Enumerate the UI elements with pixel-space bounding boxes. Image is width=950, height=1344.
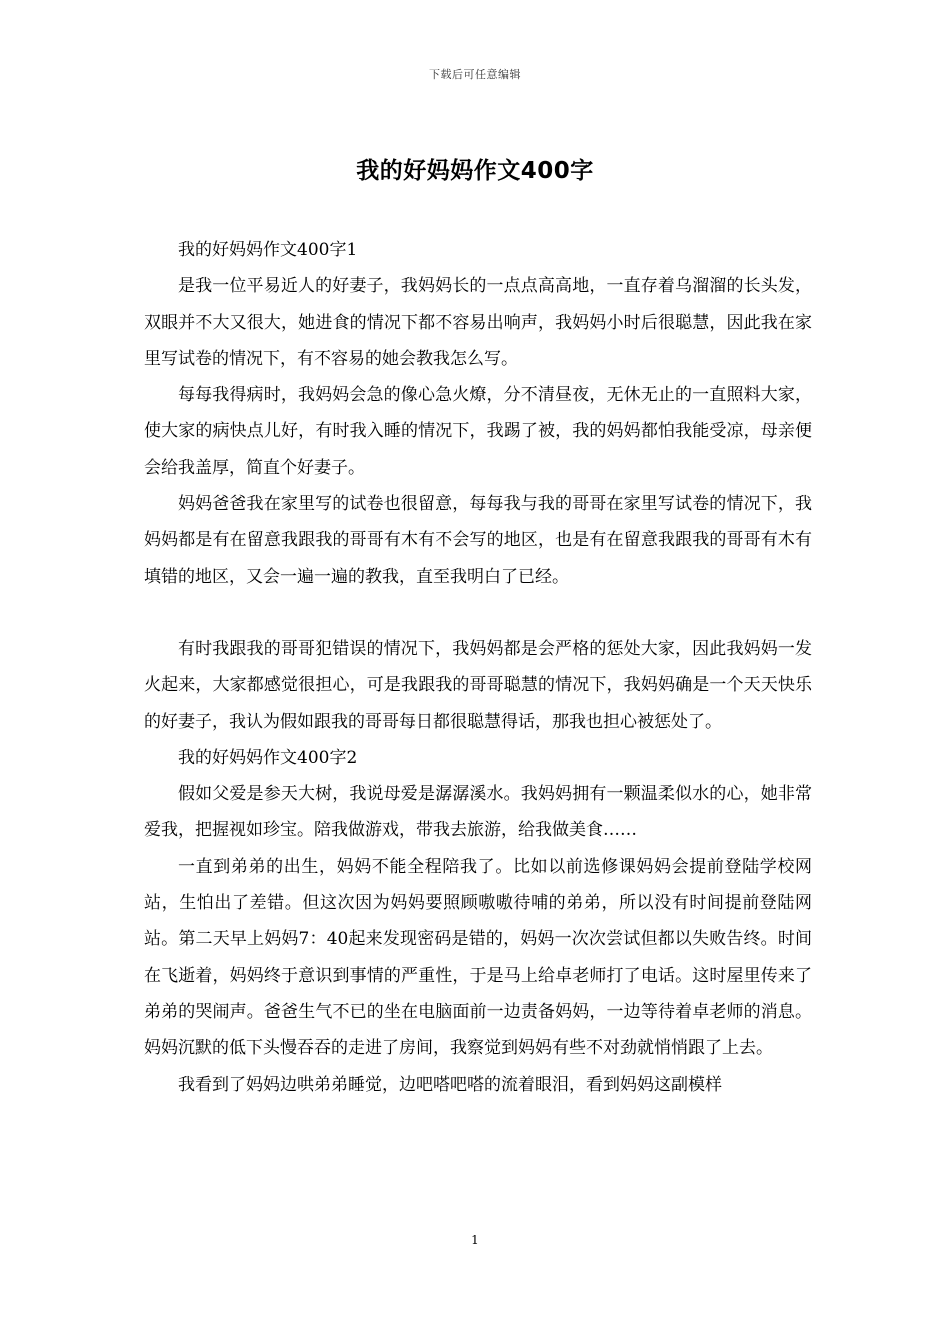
page-number: 1 [471,1233,479,1247]
subheading-1: 我的好妈妈作文400字1 [178,240,358,260]
paragraph: 是我一位平易近人的好妻子，我妈妈长的一点点高高地，一直存着乌溜溜的长头发，双眼并不大又很大，她进食的情况下都不容易出响声，我妈妈小时后很聪慧，因此我在家里写试卷的情况下，有不容易的她会教我怎么写。 [144,276,812,369]
document-title: 我的好妈妈作文400字 [356,158,594,184]
subheading-2: 我的好妈妈作文400字2 [178,747,358,768]
paragraph: 我看到了妈妈边哄弟弟睡觉，边吧嗒吧嗒的流着眼泪，看到妈妈这副模样 [178,1074,722,1095]
page-header: 下载后可任意编辑 [429,68,521,81]
blank-line [144,595,812,631]
document-body [144,232,812,1103]
paragraph: 一直到弟弟的出生，妈妈不能全程陪我了。比如以前选修课妈妈会提前登陆学校网站，生怕出了差错。但这次因为妈妈要照顾嗷嗷待哺的弟弟，所以没有时间提前登陆网站。第二天早上妈妈7：40起来发现密码是错的，妈妈一次次尝试但都以失败告终。时间在飞逝着，妈妈终于意识到事情的严重性，于是马上给卓老师打了电话。这时屋里传来了弟弟的哭闹声。爸爸生气不已的坐在电脑面前一边责备妈妈，一边等待着卓老师的消息。妈妈沉默的低下头慢吞吞的走进了房间，我察觉到妈妈有些不对劲就悄悄跟了上去。 [144,856,812,1059]
paragraph: 有时我跟我的哥哥犯错误的情况下，我妈妈都是会严格的惩处大家，因此我妈妈一发火起来，大家都感觉很担心，可是我跟我的哥哥聪慧的情况下，我妈妈确是一个天天快乐的好妻子，我认为假如跟我的哥哥每日都很聪慧得话，那我也担心被惩处了。 [144,638,812,732]
paragraph: 妈妈爸爸我在家里写的试卷也很留意，每每我与我的哥哥在家里写试卷的情况下，我妈妈都是有在留意我跟我的哥哥有木有不会写的地区，也是有在留意我跟我的哥哥有木有填错的地区，又会一遍一遍的教我，直至我明白了已经。 [144,494,812,587]
paragraph: 每每我得病时，我妈妈会急的像心急火燎，分不清昼夜，无休无止的一直照料大家，使大家的病快点儿好，有时我入睡的情况下，我踢了被，我的妈妈都怕我能受凉，母亲便会给我盖厚，简直个好妻子。 [144,385,812,478]
paragraph: 假如父爱是参天大树，我说母爱是潺潺溪水。我妈妈拥有一颗温柔似水的心，她非常爱我，把握视如珍宝。陪我做游戏，带我去旅游，给我做美食…… [144,784,812,841]
